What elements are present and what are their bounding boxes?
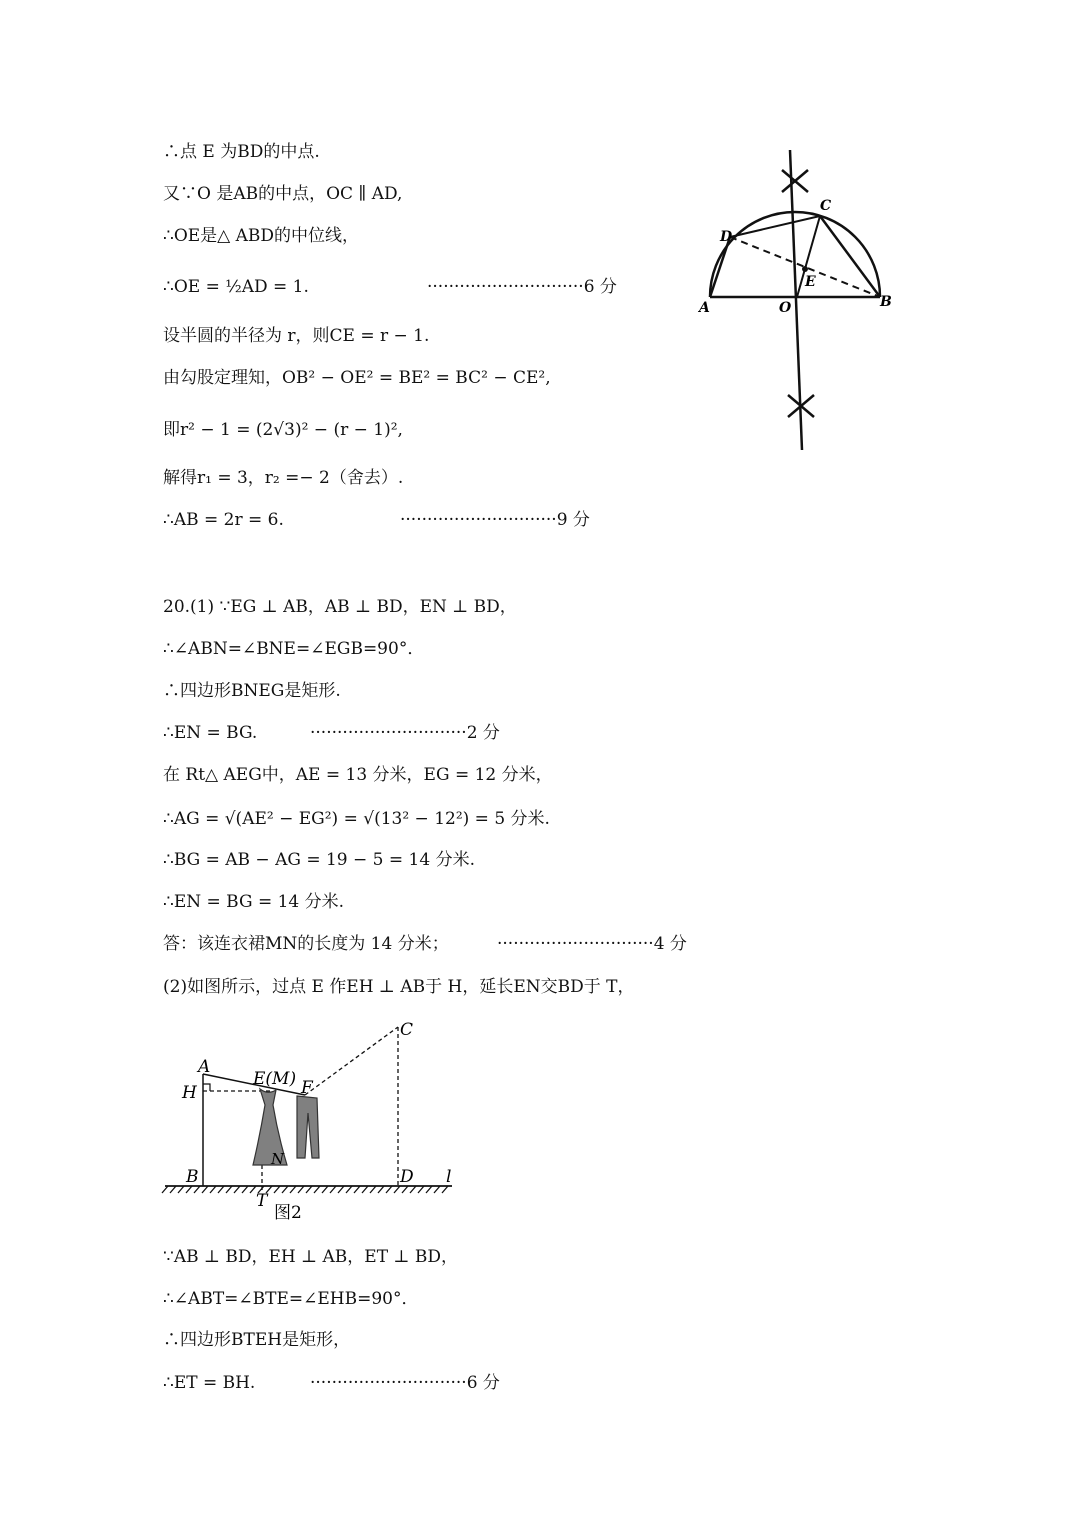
text-line: ∵AB ⊥ BD，EH ⊥ AB，ET ⊥ BD， [163,1247,458,1267]
text-line: 即r² − 1 = (2√3)² − (r − 1)², [163,420,403,440]
label-A: A [198,1057,211,1077]
text-line: 解得r₁ = 3，r₂ =− 2（舍去）. [163,468,404,488]
text-line: ∴点 E 为BD的中点. [163,142,320,162]
text-line: (2)如图所示，过点 E 作EH ⊥ AB于 H，延长EN交BD于 T， [163,977,635,997]
label-C: C [400,1020,414,1040]
clothesline-figure [160,1015,460,1230]
text-line: ∴AG = √(AE² − EG²) = √(13² − 12²) = 5 分米. [163,809,550,829]
score-mark: ·····························2 分 [310,723,500,743]
text-line: 由勾股定理知，OB² − OE² = BE² = BC² − CE², [163,368,551,388]
text-line: 答：该连衣裙MN的长度为 14 分米； [163,934,449,954]
label-B: B [186,1167,199,1187]
text-line: ∴OE是△ ABD的中位线， [163,226,360,246]
label-F: F [301,1078,313,1098]
label-H: H [182,1083,197,1103]
score-mark: ·····························9 分 [400,510,590,530]
semicircle-figure [690,140,910,460]
text-line: ∴BG = AB − AG = 19 − 5 = 14 分米. [163,850,475,870]
label-D: D [400,1167,414,1187]
label-A: A [699,300,710,316]
text-line: 设半圆的半径为 r，则CE = r − 1. [163,326,430,346]
text-line: ∴ET = BH. [163,1373,256,1393]
label-T: T [256,1191,268,1211]
text-line: ∴∠ABN=∠BNE=∠EGB=90°． [163,639,425,659]
text-line: ∴∠ABT=∠BTE=∠EHB=90°． [163,1289,419,1309]
text-line: ∴EN = BG = 14 分米. [163,892,345,912]
label-O: O [779,300,792,316]
label-E: E [805,274,816,290]
text-line: ∴四边形BNEG是矩形. [163,681,341,701]
label-N: N [271,1150,285,1168]
text-line: ∴四边形BTEH是矩形， [163,1330,351,1350]
text-line: 又∵O 是AB的中点，OC ∥ AD, [163,184,403,204]
label-D: D [720,229,733,245]
text-line: 20.(1) ∵EG ⊥ AB，AB ⊥ BD，EN ⊥ BD， [163,597,517,617]
label-EM: E(M) [253,1069,297,1089]
figure-caption: 图2 [274,1203,302,1223]
score-mark: ·····························6 分 [427,277,617,297]
label-l: l [446,1167,452,1187]
score-mark: ·····························6 分 [310,1373,500,1393]
label-C: C [820,198,832,214]
text-line: 在 Rt△ AEG中，AE = 13 分米，EG = 12 分米， [163,765,553,785]
label-B: B [880,294,892,310]
text-line: ∴OE = ½AD = 1. [163,277,309,297]
text-line: ∴EN = BG. [163,723,258,743]
score-mark: ·····························4 分 [497,934,687,954]
text-line: ∴AB = 2r = 6. [163,510,284,530]
